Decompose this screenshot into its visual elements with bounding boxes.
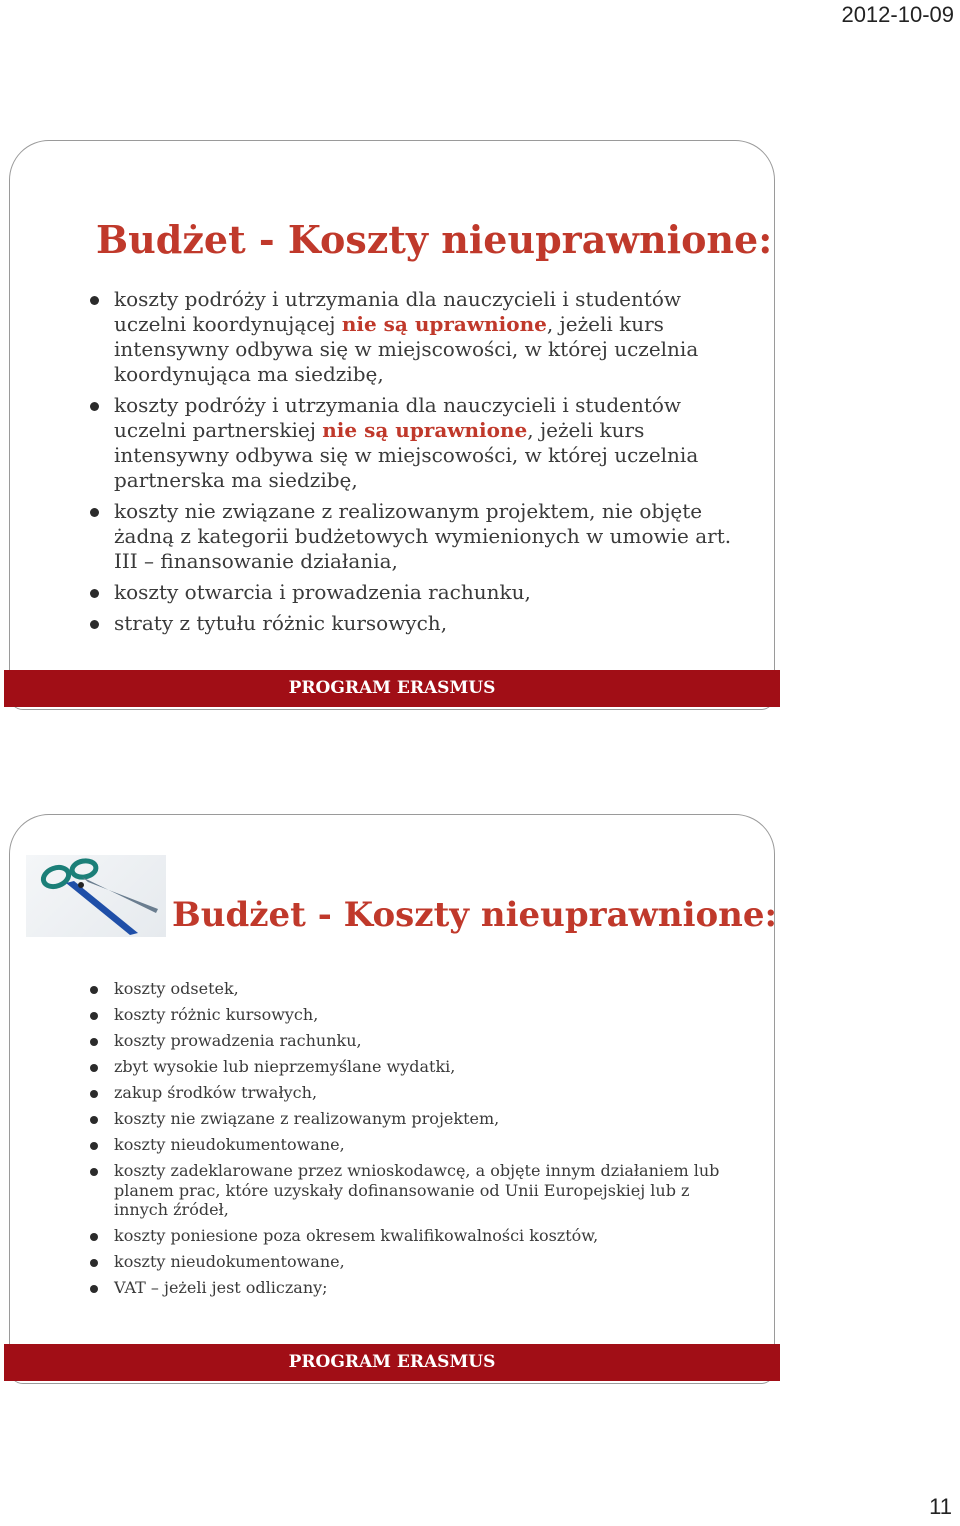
list-item: zakup środków trwałych, — [90, 1083, 746, 1103]
slide-2 — [9, 814, 778, 1384]
list-item: straty z tytułu różnic kursowych, — [90, 611, 746, 636]
list-item: koszty poniesione poza okresem kwalifikowalności kosztów, — [90, 1226, 746, 1246]
slide-1 — [9, 140, 775, 710]
highlight-text: nie są uprawnione — [322, 418, 528, 442]
slide-2-bullet-list — [90, 979, 746, 1304]
list-item: koszty prowadzenia rachunku, — [90, 1031, 746, 1051]
list-item: koszty nie związane z realizowanym projektem, nie objęte żadną z kategorii budżetowych wymienionych w umowie art. III – finansowanie działania, — [90, 499, 746, 574]
list-item: koszty zadeklarowane przez wnioskodawcę, a objęte innym działaniem lub planem prac, które uzyskały dofinansowanie od Unii Europejskiej lub z innych źródeł, — [90, 1161, 746, 1220]
list-item: koszty otwarcia i prowadzenia rachunku, — [90, 580, 746, 605]
list-item: koszty odsetek, — [90, 979, 746, 999]
highlight-text: nie są uprawnione — [341, 312, 547, 336]
slide-1-footer-bar: PROGRAM ERASMUS — [4, 670, 780, 707]
scissors-icon — [26, 855, 166, 937]
page-number: 11 — [929, 1494, 952, 1519]
slide-1-bullet-list — [90, 287, 746, 642]
list-item: koszty podróży i utrzymania dla nauczycieli i studentów uczelni koordynującej nie są uprawnione, jeżeli kurs intensywny odbywa się w miejscowości, w której uczelnia koordynująca ma siedzibę, — [90, 287, 746, 387]
list-item: VAT – jeżeli jest odliczany; — [90, 1278, 746, 1298]
list-item: koszty nieudokumentowane, — [90, 1252, 746, 1272]
list-item: zbyt wysokie lub nieprzemyślane wydatki, — [90, 1057, 746, 1077]
page-date: 2012-10-09 — [841, 2, 954, 27]
list-item: koszty podróży i utrzymania dla nauczycieli i studentów uczelni partnerskiej nie są uprawnione, jeżeli kurs intensywny odbywa się w miejscowości, w której uczelnia partnerska ma siedzibę, — [90, 393, 746, 493]
slide-2-title: Budżet - Koszty nieuprawnione: — [172, 895, 778, 935]
list-item: koszty różnic kursowych, — [90, 1005, 746, 1025]
slide-1-title: Budżet - Koszty nieuprawnione: — [96, 217, 773, 262]
list-item: koszty nie związane z realizowanym projektem, — [90, 1109, 746, 1129]
slide-2-footer-bar: PROGRAM ERASMUS — [4, 1344, 780, 1381]
list-item: koszty nieudokumentowane, — [90, 1135, 746, 1155]
